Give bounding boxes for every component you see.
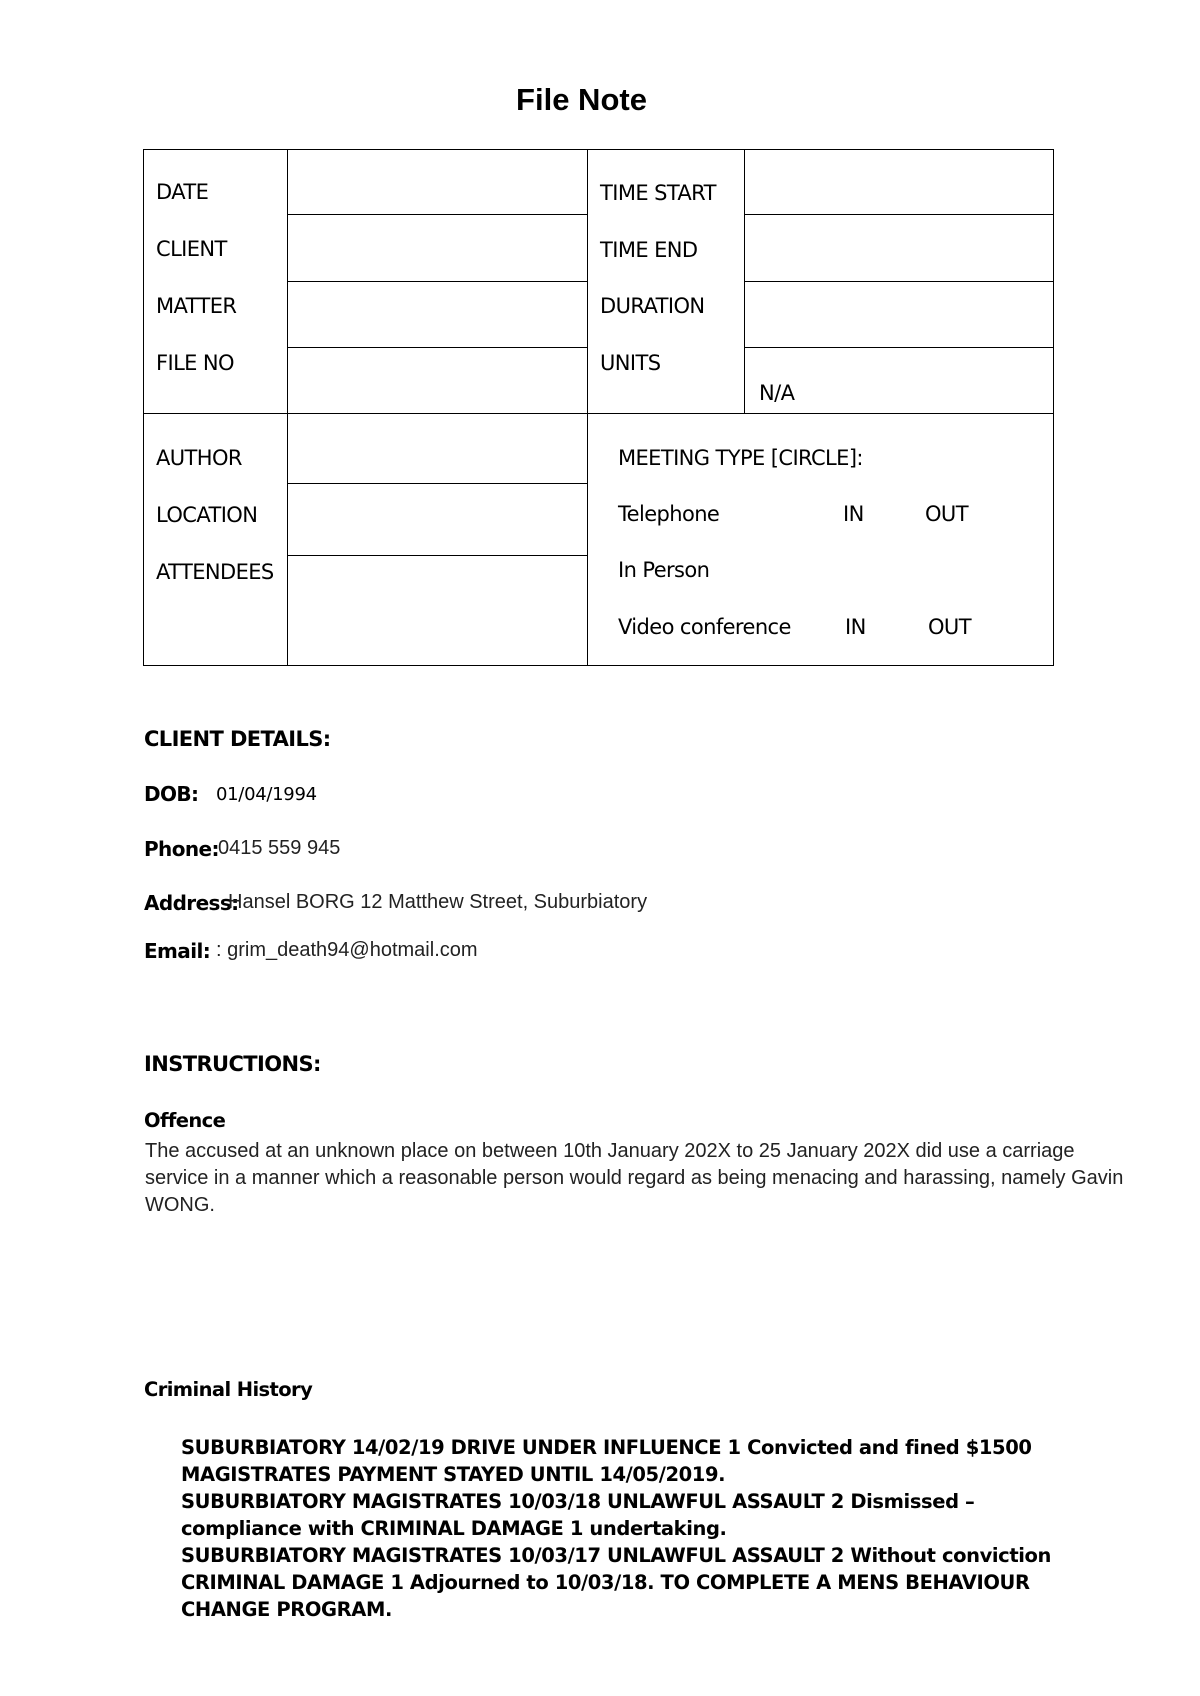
units-value: N/A <box>759 381 795 405</box>
file-no-field[interactable] <box>289 349 586 412</box>
address-label: Address: <box>144 891 239 915</box>
duration-field[interactable] <box>746 283 1052 346</box>
duration-label: DURATION <box>600 294 705 318</box>
date-field[interactable] <box>289 151 586 213</box>
telephone-in-option[interactable]: IN <box>843 502 864 526</box>
location-field[interactable] <box>289 485 586 554</box>
file-no-label: FILE NO <box>156 351 234 375</box>
meeting-type-label: MEETING TYPE [CIRCLE]: <box>618 446 863 470</box>
meeting-table <box>143 413 1054 666</box>
client-field[interactable] <box>289 216 586 280</box>
time-end-field[interactable] <box>746 216 1052 280</box>
email-label: Email: <box>144 939 211 963</box>
in-person-option[interactable]: In Person <box>618 558 710 582</box>
criminal-history-entry: SUBURBIATORY 14/02/19 DRIVE UNDER INFLUENCE 1 Convicted and fined $1500 MAGISTRATES PAYMENT STAYED UNTIL 14/05/2019. <box>181 1436 1032 1486</box>
criminal-history-entry: SUBURBIATORY MAGISTRATES 10/03/17 UNLAWFUL ASSAULT 2 Without conviction CRIMINAL DAMAGE 1 Adjourned to 10/03/18. TO COMPLETE A MENS BEHAVIOUR CHANGE PROGRAM. <box>181 1544 1052 1621</box>
location-label: LOCATION <box>156 503 258 527</box>
criminal-history-entry: SUBURBIATORY MAGISTRATES 10/03/18 UNLAWFUL ASSAULT 2 Dismissed – compliance with CRIMINAL DAMAGE 1 undertaking. <box>181 1490 975 1540</box>
video-conference-option[interactable]: Video conference <box>618 615 791 639</box>
matter-label: MATTER <box>156 294 237 318</box>
attendees-field[interactable] <box>289 557 586 664</box>
phone-value: 0415 559 945 <box>218 837 341 859</box>
phone-label: Phone: <box>144 837 219 861</box>
criminal-history-label: Criminal History <box>144 1378 313 1401</box>
offence-label: Offence <box>144 1109 226 1132</box>
units-label: UNITS <box>600 351 661 375</box>
offence-text: The accused at an unknown place on between 10th January 202X to 25 January 202X did use a carriage service in a manner which a reasonable person would regard as being menacing and harassing, namely Gavin WONG. <box>145 1140 1124 1216</box>
instructions-heading: INSTRUCTIONS: <box>144 1052 321 1076</box>
video-in-option[interactable]: IN <box>845 615 866 639</box>
video-out-option[interactable]: OUT <box>928 615 971 639</box>
attendees-label: ATTENDEES <box>156 560 274 584</box>
time-end-label: TIME END <box>600 238 698 262</box>
matter-field[interactable] <box>289 283 586 346</box>
criminal-history-list <box>181 1434 1101 1623</box>
address-value: Hansel BORG 12 Matthew Street, Suburbiatory <box>228 891 648 913</box>
author-field[interactable] <box>289 415 586 482</box>
telephone-out-option[interactable]: OUT <box>925 502 968 526</box>
client-details-heading: CLIENT DETAILS: <box>144 727 331 751</box>
page-title: File Note <box>516 82 647 117</box>
time-start-field[interactable] <box>746 151 1052 213</box>
email-value: : grim_death94@hotmail.com <box>216 939 478 961</box>
dob-value: 01/04/1994 <box>216 784 317 805</box>
date-label: DATE <box>156 180 209 204</box>
dob-label: DOB: <box>144 782 199 806</box>
client-label: CLIENT <box>156 237 227 261</box>
time-start-label: TIME START <box>600 181 716 205</box>
telephone-option[interactable]: Telephone <box>618 502 720 526</box>
author-label: AUTHOR <box>156 446 242 470</box>
